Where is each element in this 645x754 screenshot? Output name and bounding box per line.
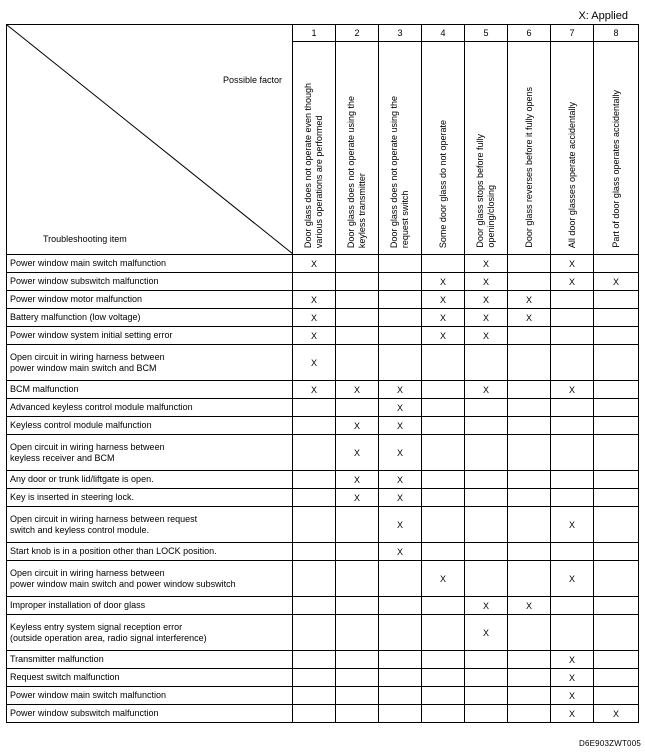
column-header (594, 42, 639, 255)
applied-mark (379, 597, 422, 615)
applied-mark (293, 597, 336, 615)
applied-mark (336, 687, 379, 705)
applied-mark: X (379, 381, 422, 399)
table-row (7, 687, 639, 705)
applied-mark (594, 597, 639, 615)
applied-mark (336, 309, 379, 327)
applied-mark (551, 327, 594, 345)
troubleshooting-item: Power window motor malfunction (7, 291, 293, 309)
applied-mark: X (465, 615, 508, 651)
applied-mark (465, 507, 508, 543)
applied-mark (336, 255, 379, 273)
table-row (7, 705, 639, 723)
applied-mark (422, 255, 465, 273)
troubleshooting-item: Power window main switch malfunction (7, 255, 293, 273)
troubleshooting-item-label: Troubleshooting item (43, 234, 127, 244)
applied-mark (508, 381, 551, 399)
applied-mark: X (336, 471, 379, 489)
applied-mark (594, 345, 639, 381)
applied-mark (379, 327, 422, 345)
applied-mark (594, 651, 639, 669)
applied-mark (594, 399, 639, 417)
troubleshooting-item: Open circuit in wiring harness between keyless receiver and BCM (7, 435, 293, 471)
applied-mark: X (379, 417, 422, 435)
applied-mark: X (336, 381, 379, 399)
applied-mark: X (336, 489, 379, 507)
applied-mark (465, 543, 508, 561)
troubleshooting-item: Power window subswitch malfunction (7, 705, 293, 723)
applied-mark: X (293, 255, 336, 273)
applied-mark (336, 561, 379, 597)
column-header (336, 42, 379, 255)
applied-mark (594, 561, 639, 597)
applied-mark (293, 471, 336, 489)
troubleshooting-item: Start knob is in a position other than LOCK position. (7, 543, 293, 561)
applied-mark (293, 669, 336, 687)
applied-mark: X (336, 417, 379, 435)
table-row (7, 417, 639, 435)
column-number: 2 (336, 25, 379, 42)
applied-mark (379, 705, 422, 723)
table-row (7, 291, 639, 309)
applied-mark (508, 615, 551, 651)
applied-mark (336, 273, 379, 291)
applied-mark: X (422, 309, 465, 327)
troubleshooting-item: Key is inserted in steering lock. (7, 489, 293, 507)
applied-mark (336, 399, 379, 417)
applied-mark (336, 669, 379, 687)
applied-mark (465, 435, 508, 471)
troubleshooting-item: Power window system initial setting error (7, 327, 293, 345)
column-header (422, 42, 465, 255)
applied-mark: X (422, 273, 465, 291)
applied-mark (422, 345, 465, 381)
possible-factor-label: Possible factor (222, 75, 282, 85)
troubleshooting-item: Open circuit in wiring harness between power window main switch and power window subswitch (7, 561, 293, 597)
applied-mark: X (379, 543, 422, 561)
applied-mark (422, 435, 465, 471)
applied-mark: X (422, 327, 465, 345)
column-number: 7 (551, 25, 594, 42)
applied-mark (551, 471, 594, 489)
applied-mark (465, 561, 508, 597)
applied-mark (336, 291, 379, 309)
applied-mark: X (551, 651, 594, 669)
applied-mark: X (379, 489, 422, 507)
troubleshooting-item: Keyless entry system signal reception error (outside operation area, radio signal interference) (7, 615, 293, 651)
applied-mark (293, 417, 336, 435)
applied-mark (293, 507, 336, 543)
applied-mark (508, 543, 551, 561)
applied-mark (508, 255, 551, 273)
possible-factor-text: Door glass does not operate even though various operations are performed (303, 82, 324, 248)
applied-mark (379, 615, 422, 651)
applied-mark (551, 291, 594, 309)
applied-mark (551, 543, 594, 561)
applied-mark (336, 597, 379, 615)
applied-mark (465, 399, 508, 417)
applied-mark (594, 255, 639, 273)
applied-mark (594, 687, 639, 705)
column-number: 3 (379, 25, 422, 42)
applied-mark (508, 651, 551, 669)
troubleshooting-item: Open circuit in wiring harness between power window main switch and BCM (7, 345, 293, 381)
applied-mark (508, 669, 551, 687)
applied-mark (594, 291, 639, 309)
applied-mark: X (551, 507, 594, 543)
applied-mark: X (551, 561, 594, 597)
troubleshooting-item: Transmitter malfunction (7, 651, 293, 669)
applied-mark (293, 543, 336, 561)
applied-mark (465, 471, 508, 489)
possible-factor-text: Part of door glass operates accidentally (610, 90, 621, 248)
table-row (7, 435, 639, 471)
applied-mark: X (422, 291, 465, 309)
applied-mark (594, 381, 639, 399)
column-number: 6 (508, 25, 551, 42)
applied-mark: X (551, 687, 594, 705)
applied-mark (336, 327, 379, 345)
applied-mark (336, 651, 379, 669)
applied-mark (551, 399, 594, 417)
applied-mark (594, 435, 639, 471)
applied-mark: X (508, 309, 551, 327)
applied-mark (508, 345, 551, 381)
applied-mark: X (551, 273, 594, 291)
applied-mark (293, 615, 336, 651)
troubleshooting-item: Request switch malfunction (7, 669, 293, 687)
applied-mark: X (379, 507, 422, 543)
troubleshooting-table (6, 24, 639, 723)
table-row (7, 309, 639, 327)
applied-mark (465, 651, 508, 669)
applied-mark: X (508, 291, 551, 309)
applied-mark (379, 255, 422, 273)
applied-mark (293, 651, 336, 669)
applied-mark (551, 345, 594, 381)
applied-mark (422, 543, 465, 561)
applied-mark: X (551, 669, 594, 687)
possible-factor-text: Some door glass do not operate (437, 119, 448, 248)
applied-mark (336, 615, 379, 651)
applied-mark (508, 417, 551, 435)
applied-mark (422, 669, 465, 687)
possible-factor-text: Door glass reverses before it fully opens (523, 87, 534, 248)
applied-mark: X (293, 291, 336, 309)
applied-mark (379, 309, 422, 327)
applied-mark: X (465, 327, 508, 345)
column-number: 1 (293, 25, 336, 42)
applied-mark (594, 543, 639, 561)
applied-mark (379, 669, 422, 687)
possible-factor-text: Door glass does not operate using the keyless transmitter (346, 95, 367, 248)
applied-mark (422, 489, 465, 507)
table-row (7, 345, 639, 381)
table-row (7, 273, 639, 291)
column-number: 4 (422, 25, 465, 42)
applied-mark (293, 273, 336, 291)
applied-mark (551, 597, 594, 615)
applied-mark (422, 615, 465, 651)
applied-mark (508, 687, 551, 705)
applied-mark: X (293, 327, 336, 345)
column-number: 5 (465, 25, 508, 42)
table-row (7, 489, 639, 507)
applied-mark (422, 381, 465, 399)
applied-mark (336, 345, 379, 381)
legend: X: Applied (578, 10, 628, 22)
applied-mark: X (465, 273, 508, 291)
table-row (7, 255, 639, 273)
applied-mark (465, 489, 508, 507)
applied-mark (508, 507, 551, 543)
applied-mark: X (551, 705, 594, 723)
table-row (7, 543, 639, 561)
applied-mark (594, 489, 639, 507)
applied-mark: X (465, 597, 508, 615)
applied-mark: X (379, 471, 422, 489)
applied-mark (422, 597, 465, 615)
applied-mark (422, 399, 465, 417)
table-row (7, 597, 639, 615)
troubleshooting-item: Power window subswitch malfunction (7, 273, 293, 291)
applied-mark (508, 435, 551, 471)
possible-factor-text: All door glasses operate accidentally (566, 101, 577, 248)
applied-mark (422, 687, 465, 705)
troubleshooting-item: Improper installation of door glass (7, 597, 293, 615)
applied-mark: X (508, 597, 551, 615)
applied-mark (465, 687, 508, 705)
applied-mark: X (293, 309, 336, 327)
applied-mark (336, 507, 379, 543)
applied-mark (551, 417, 594, 435)
applied-mark (594, 669, 639, 687)
table-row (7, 399, 639, 417)
applied-mark (379, 273, 422, 291)
applied-mark (293, 399, 336, 417)
applied-mark: X (293, 345, 336, 381)
table-row (7, 561, 639, 597)
table-row (7, 615, 639, 651)
applied-mark (594, 507, 639, 543)
applied-mark (336, 543, 379, 561)
applied-mark (508, 471, 551, 489)
applied-mark: X (594, 705, 639, 723)
applied-mark (508, 489, 551, 507)
applied-mark (508, 705, 551, 723)
table-row (7, 327, 639, 345)
applied-mark: X (551, 381, 594, 399)
applied-mark: X (379, 435, 422, 471)
column-header (551, 42, 594, 255)
column-number: 8 (594, 25, 639, 42)
table-row (7, 669, 639, 687)
table-row (7, 651, 639, 669)
applied-mark (465, 417, 508, 435)
applied-mark (551, 615, 594, 651)
troubleshooting-item: Battery malfunction (low voltage) (7, 309, 293, 327)
troubleshooting-item: Keyless control module malfunction (7, 417, 293, 435)
possible-factor-text: Door glass does not operate using the request switch (389, 95, 410, 248)
applied-mark: X (293, 381, 336, 399)
applied-mark: X (422, 561, 465, 597)
applied-mark (508, 399, 551, 417)
table-row (7, 381, 639, 399)
applied-mark (594, 327, 639, 345)
column-header (465, 42, 508, 255)
applied-mark (422, 507, 465, 543)
applied-mark (379, 687, 422, 705)
applied-mark (379, 651, 422, 669)
applied-mark (379, 345, 422, 381)
applied-mark (465, 705, 508, 723)
applied-mark: X (594, 273, 639, 291)
column-header (379, 42, 422, 255)
applied-mark (336, 705, 379, 723)
applied-mark (422, 471, 465, 489)
column-header (508, 42, 551, 255)
applied-mark (293, 435, 336, 471)
applied-mark (594, 417, 639, 435)
table-row (7, 471, 639, 489)
applied-mark: X (465, 291, 508, 309)
applied-mark (508, 327, 551, 345)
applied-mark (594, 471, 639, 489)
diagonal-divider (7, 25, 293, 254)
applied-mark (422, 417, 465, 435)
applied-mark (594, 615, 639, 651)
table-row (7, 507, 639, 543)
applied-mark (379, 291, 422, 309)
applied-mark (293, 561, 336, 597)
applied-mark (465, 669, 508, 687)
applied-mark (379, 561, 422, 597)
applied-mark (422, 705, 465, 723)
column-header (293, 42, 336, 255)
troubleshooting-item: Any door or trunk lid/liftgate is open. (7, 471, 293, 489)
applied-mark (508, 561, 551, 597)
applied-mark: X (465, 255, 508, 273)
applied-mark (465, 345, 508, 381)
applied-mark: X (379, 399, 422, 417)
applied-mark (293, 489, 336, 507)
troubleshooting-item: Advanced keyless control module malfunction (7, 399, 293, 417)
figure-id: D6E903ZWT005 (579, 739, 641, 748)
applied-mark (508, 273, 551, 291)
applied-mark (551, 489, 594, 507)
header-corner-cell (7, 25, 293, 255)
applied-mark (551, 309, 594, 327)
applied-mark (293, 687, 336, 705)
troubleshooting-item: BCM malfunction (7, 381, 293, 399)
applied-mark (594, 309, 639, 327)
applied-mark: X (336, 435, 379, 471)
troubleshooting-item: Open circuit in wiring harness between request switch and keyless control module. (7, 507, 293, 543)
possible-factor-text: Door glass stops before fully opening/closing (475, 134, 496, 248)
applied-mark (293, 705, 336, 723)
applied-mark: X (465, 381, 508, 399)
applied-mark (551, 435, 594, 471)
applied-mark: X (551, 255, 594, 273)
troubleshooting-item: Power window main switch malfunction (7, 687, 293, 705)
applied-mark (422, 651, 465, 669)
applied-mark: X (465, 309, 508, 327)
